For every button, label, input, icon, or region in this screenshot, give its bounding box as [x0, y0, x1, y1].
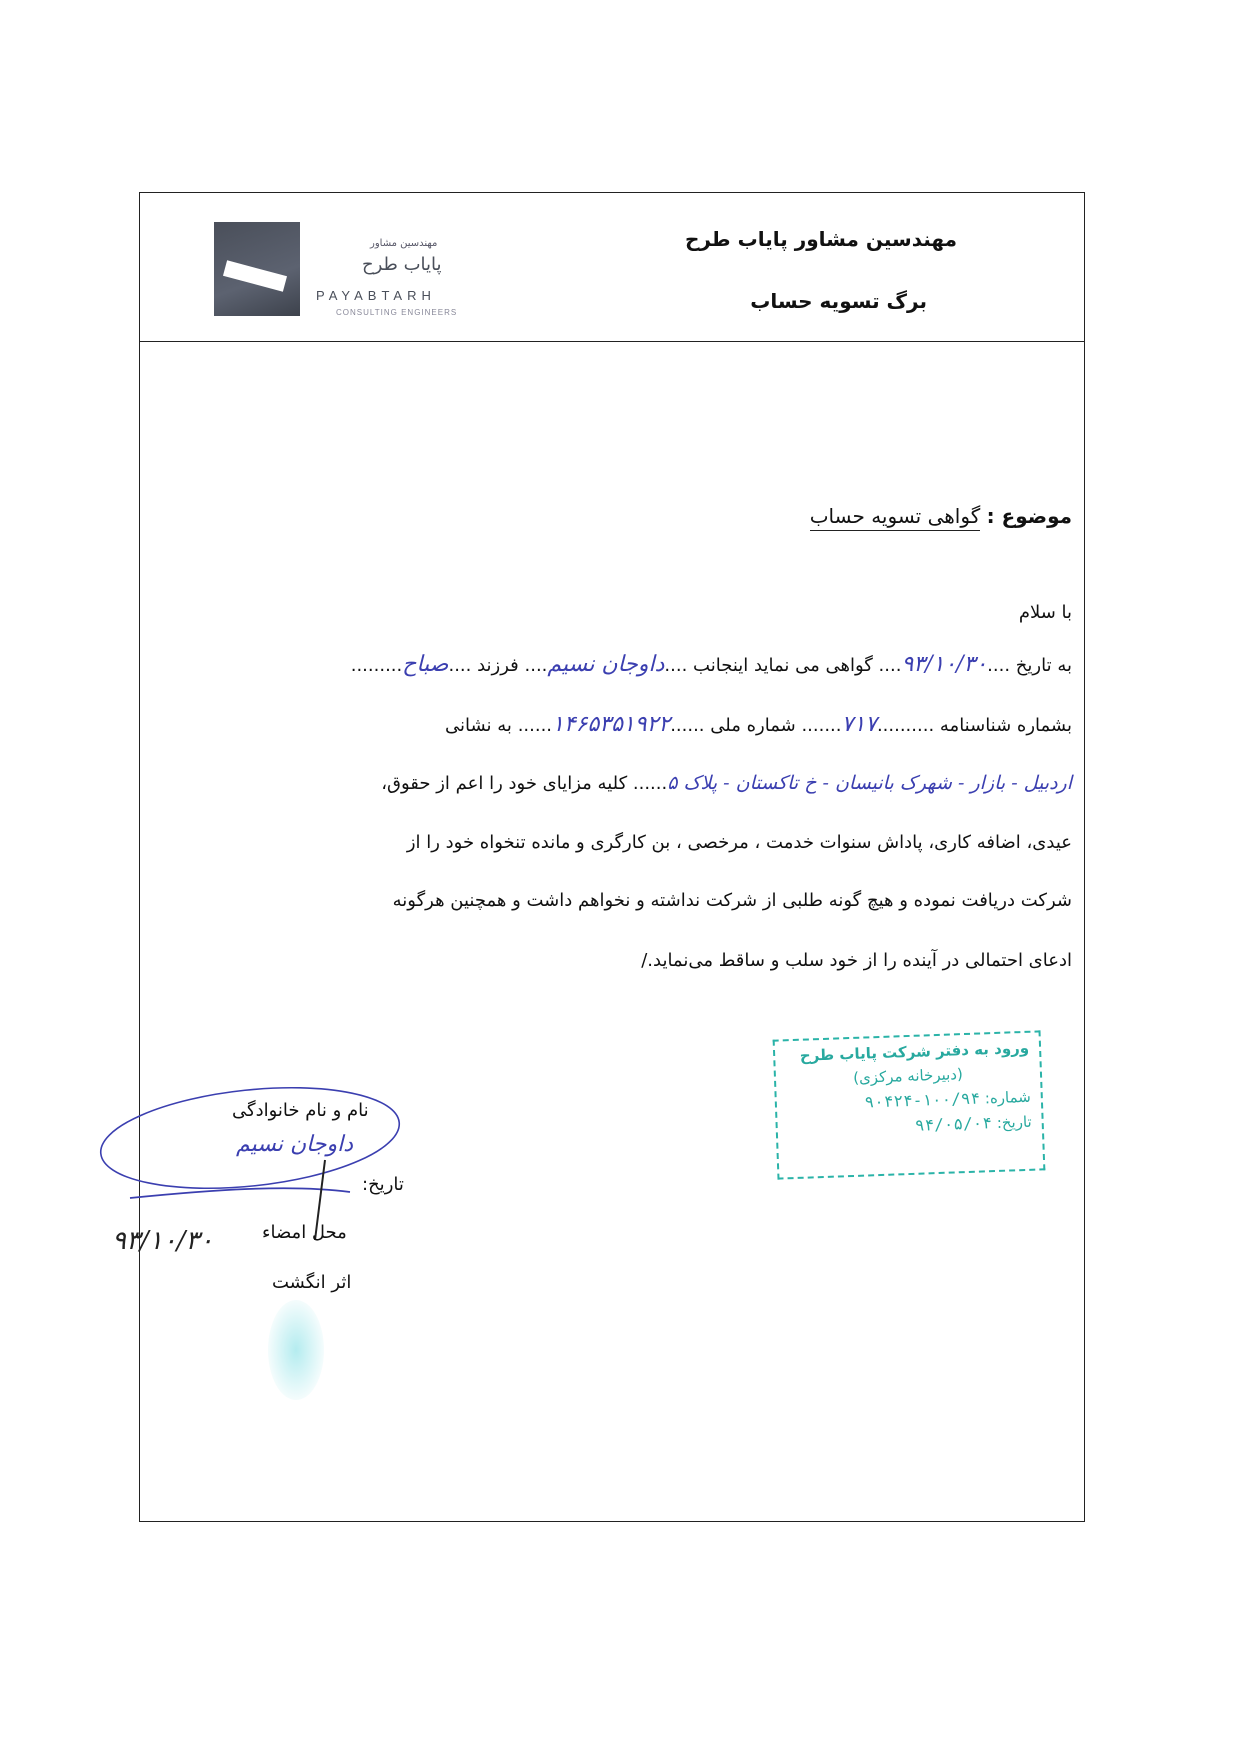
name-label: نام و نام خانوادگی	[232, 1100, 369, 1121]
header-divider	[139, 341, 1085, 342]
form-title: برگ تسویه حساب	[750, 289, 927, 313]
handwritten-sign-date: ۹۳/۱۰/۳۰	[112, 1226, 214, 1256]
stamp-line-1: ورود به دفتر شرکت پایاب طرح	[799, 1038, 1030, 1065]
body-line-1: به تاریخ ....۹۳/۱۰/۳۰.... گواهی می نماید اینجانب ....داوجان نسیم.... فرزند ....صباح.........	[350, 652, 1072, 677]
body-line-5: شرکت دریافت نموده و هیچ گونه طلبی از شرکت نداشته و نخواهم داشت و همچنین هرگونه	[392, 890, 1072, 911]
handwritten-national-id: ۱۴۶۵۳۵۱۹۲۲	[552, 712, 671, 737]
logo-en-subtitle: CONSULTING ENGINEERS	[336, 308, 458, 317]
body-text: به نشانی	[445, 715, 512, 736]
subject-label: موضوع :	[986, 504, 1072, 528]
logo-fa-name: پایاب طرح	[362, 254, 442, 275]
logo-fa-small-text: مهندسین مشاور	[370, 238, 438, 249]
subject-line	[810, 504, 1072, 528]
body-line-2: بشماره شناسنامه ..........۷۱۷....... شماره ملی ......۱۴۶۵۳۵۱۹۲۲...... به نشانی	[445, 712, 1072, 737]
company-name: مهندسین مشاور پایاب طرح	[684, 227, 957, 251]
stamp-date-value: ۹۴/۰۵/۰۴	[914, 1113, 993, 1135]
body-line-6: ادعای احتمالی در آینده را از خود سلب و ساقط می‌نماید./	[641, 950, 1072, 971]
body-text: شماره ملی	[710, 715, 796, 736]
fingerprint-label: اثر انگشت	[272, 1272, 352, 1293]
body-text: فرزند	[477, 655, 519, 676]
body-text: گواهی می نماید اینجانب	[693, 655, 873, 676]
greeting: با سلام	[1018, 602, 1072, 623]
handwritten-name: داوجان نسیم	[547, 652, 665, 677]
stamp-line-2: (دبیرخانه مرکزی)	[852, 1065, 964, 1087]
stamp-number-label: شماره:	[984, 1087, 1032, 1108]
fingerprint-mark	[268, 1300, 324, 1400]
handwritten-address: اردبیل - بازار - شهرک بانیسان - خ تاکستان - پلاک ۵	[667, 772, 1072, 794]
handwritten-date: ۹۳/۱۰/۳۰	[901, 652, 988, 677]
body-text: کلیه مزایای خود را اعم از حقوق،	[381, 773, 628, 794]
stamp-date-label: تاریخ:	[996, 1112, 1032, 1132]
body-text: به تاریخ	[1015, 655, 1072, 676]
subject-value: گواهی تسویه حساب	[810, 504, 981, 531]
handwritten-father-name: صباح	[402, 652, 449, 677]
registration-stamp	[773, 1030, 1046, 1179]
body-text: بشماره شناسنامه	[939, 715, 1072, 736]
stamp-date-row	[787, 1112, 1032, 1140]
stamp-number-value: ۱۰۰/۹۴-۹۰۴۲۴	[864, 1088, 981, 1112]
stamp-number-row	[787, 1087, 1032, 1115]
handwritten-id-number: ۷۱۷	[841, 712, 877, 737]
handwritten-signer-name: داوجان نسیم	[236, 1132, 354, 1157]
body-line-3: اردبیل - بازار - شهرک بانیسان - خ تاکستان - پلاک ۵...... کلیه مزایای خود را اعم از حقوق،	[381, 772, 1072, 794]
body-line-4: عیدی، اضافه کاری، پاداش سنوات خدمت ، مرخصی ، بن کارگری و مانده تنخواه خود را از	[406, 832, 1072, 853]
logo-en-name: PAYABTARH	[316, 288, 436, 303]
signature-place-label: محل امضاء	[262, 1222, 347, 1243]
date-label: تاریخ:	[362, 1174, 404, 1195]
